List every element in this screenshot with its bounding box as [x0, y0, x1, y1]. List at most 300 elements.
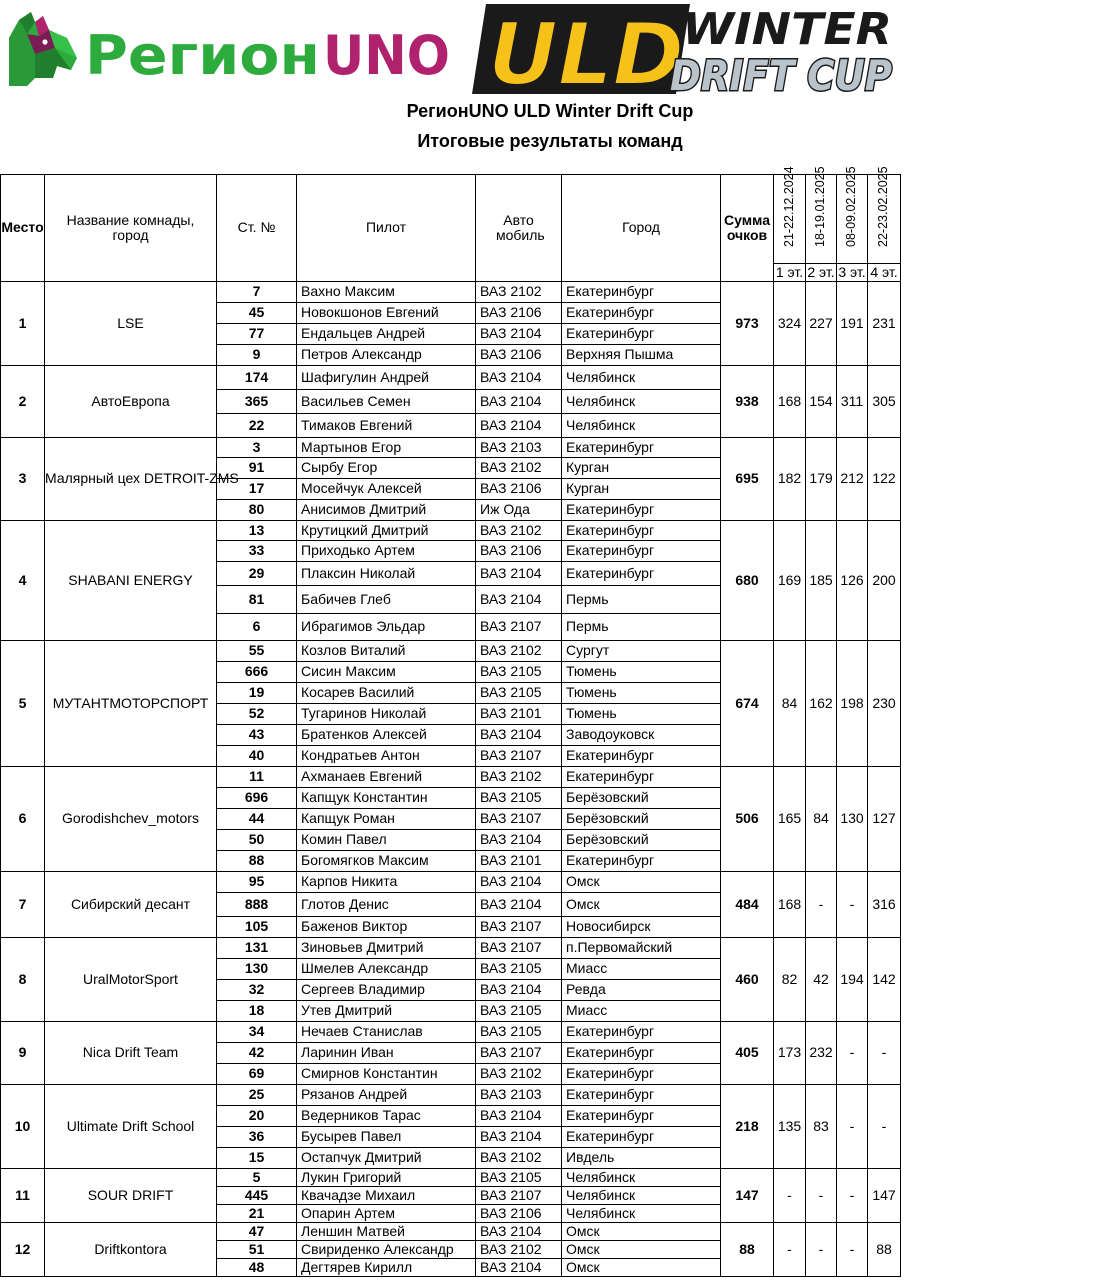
team-stage-3-points: 130	[837, 767, 868, 872]
driver-name: Опарин Артем	[297, 1205, 476, 1223]
driver-number: 445	[217, 1187, 297, 1205]
results-table	[0, 166, 901, 1277]
driver-number: 20	[217, 1106, 297, 1127]
driver-car: ВАЗ 2106	[476, 541, 562, 562]
driver-car: ВАЗ 2102	[476, 458, 562, 479]
table-header	[1, 166, 901, 282]
logo-left-text-part1: Регион	[85, 24, 320, 87]
driver-name: Бусырев Павел	[297, 1127, 476, 1148]
team-sum: 218	[721, 1085, 774, 1169]
column-header-number: Ст. №	[217, 175, 297, 282]
column-header-pilot: Пилот	[297, 175, 476, 282]
driver-name: Новокшонов Евгений	[297, 303, 476, 324]
driver-city: Курган	[562, 458, 721, 479]
driver-car: ВАЗ 2104	[476, 725, 562, 746]
driver-number: 130	[217, 959, 297, 980]
driver-car: ВАЗ 2102	[476, 1241, 562, 1259]
team-stage-2-points: 154	[806, 366, 837, 438]
driver-number: 7	[217, 282, 297, 303]
driver-city: Екатеринбург	[562, 1043, 721, 1064]
driver-name: Братенков Алексей	[297, 725, 476, 746]
driver-number: 11	[217, 767, 297, 788]
driver-city: Сургут	[562, 641, 721, 662]
driver-city: Екатеринбург	[562, 521, 721, 541]
team-name: UralMotorSport	[45, 938, 217, 1022]
driver-name: Шафигулин Андрей	[297, 366, 476, 390]
driver-city: Екатеринбург	[562, 767, 721, 788]
driver-car: ВАЗ 2107	[476, 746, 562, 767]
team-place: 4	[1, 521, 45, 641]
driver-city: п.Первомайский	[562, 938, 721, 959]
team-stage-3-points: 311	[837, 366, 868, 438]
driver-car: ВАЗ 2107	[476, 1187, 562, 1205]
driver-name: Плаксин Николай	[297, 562, 476, 586]
driver-city: Екатеринбург	[562, 282, 721, 303]
column-header-city: Город	[562, 175, 721, 282]
date-2-label: 18-19.01.2025	[813, 166, 828, 248]
uld-winter-drift-cup-logo	[470, 0, 898, 105]
team-stage-3-points: -	[837, 1169, 868, 1223]
driver-city: Заводоуковск	[562, 725, 721, 746]
team-stage-1-points: 168	[774, 872, 806, 938]
driver-city: Новосибирск	[562, 917, 721, 938]
driver-city: Пермь	[562, 614, 721, 641]
driver-car: ВАЗ 2106	[476, 345, 562, 366]
team-stage-2-points: 84	[806, 767, 837, 872]
column-header-date-2	[806, 166, 837, 264]
table-body	[1, 282, 901, 1277]
driver-number: 105	[217, 917, 297, 938]
driver-city: Верхняя Пышма	[562, 345, 721, 366]
team-stage-4-points: 230	[868, 641, 901, 767]
driver-car: ВАЗ 2102	[476, 521, 562, 541]
table-row	[1, 938, 901, 959]
driver-city: Омск	[562, 1259, 721, 1277]
column-header-place: Место	[1, 175, 45, 282]
team-name: Driftkontora	[45, 1223, 217, 1277]
column-header-team: Название комнады, город	[45, 175, 217, 282]
driver-number: 95	[217, 872, 297, 893]
driver-name: Квачадзе Михаил	[297, 1187, 476, 1205]
driver-number: 15	[217, 1148, 297, 1169]
driver-name: Крутицкий Дмитрий	[297, 521, 476, 541]
driver-number: 47	[217, 1223, 297, 1241]
driver-number: 69	[217, 1064, 297, 1085]
driver-car: ВАЗ 2104	[476, 414, 562, 438]
driver-number: 365	[217, 390, 297, 414]
driver-car: ВАЗ 2105	[476, 1022, 562, 1043]
driver-number: 91	[217, 458, 297, 479]
team-stage-4-points: 316	[868, 872, 901, 938]
team-stage-1-points: 165	[774, 767, 806, 872]
team-stage-2-points: 227	[806, 282, 837, 366]
driver-car: ВАЗ 2104	[476, 893, 562, 917]
driver-name: Богомягков Максим	[297, 851, 476, 872]
team-name: LSE	[45, 282, 217, 366]
driver-car: ВАЗ 2104	[476, 1106, 562, 1127]
driver-number: 77	[217, 324, 297, 345]
driver-number: 48	[217, 1259, 297, 1277]
driver-city: Берёзовский	[562, 809, 721, 830]
driver-name: Сисин Максим	[297, 662, 476, 683]
driver-name: Леншин Матвей	[297, 1223, 476, 1241]
driver-name: Капщук Константин	[297, 788, 476, 809]
team-place: 5	[1, 641, 45, 767]
table-row	[1, 366, 901, 390]
date-1-label: 21-22.12.2024	[781, 166, 796, 248]
driver-number: 81	[217, 586, 297, 614]
driver-car: ВАЗ 2105	[476, 662, 562, 683]
team-stage-2-points: -	[806, 872, 837, 938]
driver-name: Мартынов Егор	[297, 438, 476, 458]
driver-city: Екатеринбург	[562, 324, 721, 345]
team-name: Nica Drift Team	[45, 1022, 217, 1085]
team-name: SHABANI ENERGY	[45, 521, 217, 641]
driver-car: ВАЗ 2101	[476, 851, 562, 872]
driver-car: ВАЗ 2104	[476, 324, 562, 345]
driver-car: ВАЗ 2104	[476, 366, 562, 390]
driver-name: Бабичев Глеб	[297, 586, 476, 614]
driver-car: ВАЗ 2107	[476, 614, 562, 641]
driver-city: Екатеринбург	[562, 1064, 721, 1085]
driver-number: 13	[217, 521, 297, 541]
driver-name: Ибрагимов Эльдар	[297, 614, 476, 641]
table-row	[1, 1022, 901, 1043]
team-sum: 147	[721, 1169, 774, 1223]
driver-city: Екатеринбург	[562, 562, 721, 586]
driver-name: Карпов Никита	[297, 872, 476, 893]
driver-city: Екатеринбург	[562, 851, 721, 872]
team-stage-4-points: 305	[868, 366, 901, 438]
driver-city: Омск	[562, 1223, 721, 1241]
team-sum: 484	[721, 872, 774, 938]
driver-number: 21	[217, 1205, 297, 1223]
logo-uld-text: ULD	[488, 5, 684, 105]
driver-name: Ендальцев Андрей	[297, 324, 476, 345]
driver-number: 40	[217, 746, 297, 767]
driver-name: Рязанов Андрей	[297, 1085, 476, 1106]
driver-car: ВАЗ 2107	[476, 938, 562, 959]
driver-city: Курган	[562, 479, 721, 500]
team-stage-3-points: 194	[837, 938, 868, 1022]
driver-name: Ведерников Тарас	[297, 1106, 476, 1127]
driver-city: Екатеринбург	[562, 500, 721, 521]
driver-name: Приходько Артем	[297, 541, 476, 562]
driver-car: ВАЗ 2104	[476, 1259, 562, 1277]
driver-name: Комин Павел	[297, 830, 476, 851]
driver-car: ВАЗ 2105	[476, 683, 562, 704]
wolf-head-icon	[9, 12, 77, 86]
team-place: 8	[1, 938, 45, 1022]
logo-winter-text: WINTER	[682, 4, 892, 55]
team-stage-1-points: 324	[774, 282, 806, 366]
column-header-sum: Сумма очков	[721, 175, 774, 282]
driver-city: Берёзовский	[562, 830, 721, 851]
driver-name: Остапчук Дмитрий	[297, 1148, 476, 1169]
driver-city: Миасс	[562, 1001, 721, 1022]
driver-car: ВАЗ 2104	[476, 390, 562, 414]
driver-number: 3	[217, 438, 297, 458]
driver-number: 34	[217, 1022, 297, 1043]
driver-city: Челябинск	[562, 414, 721, 438]
driver-number: 5	[217, 1169, 297, 1187]
team-stage-4-points: 231	[868, 282, 901, 366]
team-stage-1-points: 168	[774, 366, 806, 438]
team-stage-3-points: -	[837, 1022, 868, 1085]
driver-number: 696	[217, 788, 297, 809]
team-stage-2-points: 232	[806, 1022, 837, 1085]
table-row	[1, 282, 901, 303]
team-stage-1-points: 169	[774, 521, 806, 641]
team-stage-2-points: 83	[806, 1085, 837, 1169]
team-place: 6	[1, 767, 45, 872]
driver-number: 29	[217, 562, 297, 586]
driver-car: ВАЗ 2102	[476, 1064, 562, 1085]
driver-number: 36	[217, 1127, 297, 1148]
driver-car: ВАЗ 2102	[476, 1148, 562, 1169]
team-name: Ultimate Drift School	[45, 1085, 217, 1169]
driver-city: Екатеринбург	[562, 1085, 721, 1106]
team-stage-2-points: 179	[806, 438, 837, 521]
column-header-car: Авто мобиль	[476, 175, 562, 282]
driver-name: Тимаков Евгений	[297, 414, 476, 438]
driver-name: Глотов Денис	[297, 893, 476, 917]
team-stage-4-points: 142	[868, 938, 901, 1022]
column-header-date-4	[868, 166, 901, 264]
column-header-stage-1: 1 эт.	[774, 264, 806, 282]
team-stage-2-points: 185	[806, 521, 837, 641]
team-stage-3-points: 191	[837, 282, 868, 366]
column-header-stage-2: 2 эт.	[807, 263, 835, 280]
team-name: Малярный цех DETROIT-ZMS	[45, 438, 217, 521]
driver-name: Шмелев Александр	[297, 959, 476, 980]
team-stage-4-points: 147	[868, 1169, 901, 1223]
driver-city: Челябинск	[562, 1187, 721, 1205]
date-4-label: 22-23.02.2025	[876, 166, 891, 248]
team-stage-1-points: 135	[774, 1085, 806, 1169]
team-name: МУТАНТМОТОРСПОРТ	[45, 641, 217, 767]
driver-number: 666	[217, 662, 297, 683]
column-header-stage-3: 3 эт.	[838, 263, 866, 280]
driver-name: Баженов Виктор	[297, 917, 476, 938]
team-place: 3	[1, 438, 45, 521]
team-sum: 938	[721, 366, 774, 438]
driver-name: Васильев Семен	[297, 390, 476, 414]
team-name: SOUR DRIFT	[45, 1169, 217, 1223]
driver-city: Челябинск	[562, 390, 721, 414]
table-row	[1, 1169, 901, 1187]
team-stage-3-points: -	[837, 1223, 868, 1277]
team-stage-3-points: -	[837, 872, 868, 938]
driver-number: 88	[217, 851, 297, 872]
driver-city: Миасс	[562, 959, 721, 980]
driver-name: Петров Александр	[297, 345, 476, 366]
driver-car: ВАЗ 2103	[476, 1085, 562, 1106]
team-sum: 973	[721, 282, 774, 366]
driver-name: Капщук Роман	[297, 809, 476, 830]
table-row	[1, 641, 901, 662]
driver-car: ВАЗ 2104	[476, 1127, 562, 1148]
driver-number: 50	[217, 830, 297, 851]
team-stage-1-points: -	[774, 1169, 806, 1223]
team-sum: 506	[721, 767, 774, 872]
driver-car: ВАЗ 2102	[476, 282, 562, 303]
driver-city: Омск	[562, 893, 721, 917]
driver-city: Челябинск	[562, 1169, 721, 1187]
driver-car: ВАЗ 2104	[476, 980, 562, 1001]
driver-number: 888	[217, 893, 297, 917]
driver-number: 174	[217, 366, 297, 390]
driver-name: Тугаринов Николай	[297, 704, 476, 725]
team-sum: 680	[721, 521, 774, 641]
driver-number: 52	[217, 704, 297, 725]
team-stage-1-points: 84	[774, 641, 806, 767]
team-sum: 674	[721, 641, 774, 767]
driver-name: Лукин Григорий	[297, 1169, 476, 1187]
driver-car: ВАЗ 2106	[476, 303, 562, 324]
driver-number: 25	[217, 1085, 297, 1106]
driver-city: Ивдель	[562, 1148, 721, 1169]
driver-number: 9	[217, 345, 297, 366]
team-stage-4-points: 122	[868, 438, 901, 521]
team-stage-4-points: 127	[868, 767, 901, 872]
team-stage-2-points: 42	[806, 938, 837, 1022]
driver-city: Екатеринбург	[562, 303, 721, 324]
team-sum: 88	[721, 1223, 774, 1277]
driver-name: Вахно Максим	[297, 282, 476, 303]
team-stage-1-points: 82	[774, 938, 806, 1022]
team-name: Gorodishchev_motors	[45, 767, 217, 872]
driver-name: Зиновьев Дмитрий	[297, 938, 476, 959]
team-stage-2-points: 162	[806, 641, 837, 767]
column-header-date-1	[774, 166, 806, 264]
page-header	[0, 0, 900, 175]
driver-car: ВАЗ 2102	[476, 641, 562, 662]
team-stage-4-points: -	[868, 1022, 901, 1085]
driver-car: ВАЗ 2103	[476, 438, 562, 458]
logo-left-text-part2: UNO	[323, 24, 450, 87]
driver-city: Челябинск	[562, 1205, 721, 1223]
team-sum: 405	[721, 1022, 774, 1085]
driver-city: Екатеринбург	[562, 746, 721, 767]
team-stage-1-points: -	[774, 1223, 806, 1277]
team-stage-2-points: -	[806, 1223, 837, 1277]
driver-name: Ахманаев Евгений	[297, 767, 476, 788]
team-place: 2	[1, 366, 45, 438]
driver-car: ВАЗ 2104	[476, 586, 562, 614]
logo-drift-cup-text: DRIFT CUP	[670, 51, 893, 100]
table-row	[1, 872, 901, 893]
team-stage-3-points: 198	[837, 641, 868, 767]
driver-name: Дегтярев Кирилл	[297, 1259, 476, 1277]
date-3-label: 08-09.02.2025	[844, 166, 859, 248]
driver-car: ВАЗ 2104	[476, 562, 562, 586]
page-subtitle: Итоговые результаты команд	[417, 131, 683, 151]
team-place: 11	[1, 1169, 45, 1223]
driver-name: Козлов Виталий	[297, 641, 476, 662]
team-stage-3-points: 212	[837, 438, 868, 521]
team-stage-3-points: 126	[837, 521, 868, 641]
driver-number: 55	[217, 641, 297, 662]
driver-city: Челябинск	[562, 366, 721, 390]
driver-name: Ларинин Иван	[297, 1043, 476, 1064]
driver-number: 19	[217, 683, 297, 704]
driver-car: ВАЗ 2107	[476, 1043, 562, 1064]
driver-number: 42	[217, 1043, 297, 1064]
driver-city: Омск	[562, 1241, 721, 1259]
team-stage-1-points: 182	[774, 438, 806, 521]
driver-number: 80	[217, 500, 297, 521]
driver-car: ВАЗ 2102	[476, 767, 562, 788]
driver-number: 32	[217, 980, 297, 1001]
driver-number: 44	[217, 809, 297, 830]
driver-name: Утев Дмитрий	[297, 1001, 476, 1022]
driver-car: ВАЗ 2107	[476, 809, 562, 830]
team-stage-4-points: -	[868, 1085, 901, 1169]
team-sum: 695	[721, 438, 774, 521]
team-stage-4-points: 200	[868, 521, 901, 641]
team-sum: 460	[721, 938, 774, 1022]
driver-car: ВАЗ 2104	[476, 830, 562, 851]
driver-name: Сырбу Егор	[297, 458, 476, 479]
driver-number: 6	[217, 614, 297, 641]
driver-name: Нечаев Станислав	[297, 1022, 476, 1043]
driver-city: Берёзовский	[562, 788, 721, 809]
driver-city: Тюмень	[562, 683, 721, 704]
table-row	[1, 521, 901, 541]
driver-car: ВАЗ 2105	[476, 959, 562, 980]
table-row	[1, 1223, 901, 1241]
driver-car: ВАЗ 2101	[476, 704, 562, 725]
driver-city: Ревда	[562, 980, 721, 1001]
page-title: РегионUNO ULD Winter Drift Cup	[406, 101, 694, 121]
driver-name: Сергеев Владимир	[297, 980, 476, 1001]
driver-city: Екатеринбург	[562, 1127, 721, 1148]
table-row	[1, 1085, 901, 1106]
column-header-date-3	[837, 166, 868, 264]
driver-car: ВАЗ 2105	[476, 1169, 562, 1187]
driver-car: ВАЗ 2104	[476, 1223, 562, 1241]
driver-name: Анисимов Дмитрий	[297, 500, 476, 521]
driver-city: Тюмень	[562, 704, 721, 725]
team-place: 7	[1, 872, 45, 938]
driver-city: Омск	[562, 872, 721, 893]
column-header-stage-4: 4 эт.	[868, 264, 901, 282]
driver-number: 18	[217, 1001, 297, 1022]
team-stage-4-points: 88	[868, 1223, 901, 1277]
driver-city: Тюмень	[562, 662, 721, 683]
driver-name: Косарев Василий	[297, 683, 476, 704]
driver-car: ВАЗ 2105	[476, 1001, 562, 1022]
driver-car: ВАЗ 2104	[476, 872, 562, 893]
team-place: 1	[1, 282, 45, 366]
driver-name: Кондратьев Антон	[297, 746, 476, 767]
driver-number: 131	[217, 938, 297, 959]
driver-number: 45	[217, 303, 297, 324]
driver-number: 43	[217, 725, 297, 746]
table-row	[1, 767, 901, 788]
driver-name: Смирнов Константин	[297, 1064, 476, 1085]
driver-number: 51	[217, 1241, 297, 1259]
driver-car: Иж Ода	[476, 500, 562, 521]
team-stage-3-points: -	[837, 1085, 868, 1169]
team-place: 9	[1, 1022, 45, 1085]
table-row	[1, 438, 901, 458]
team-name: Сибирский десант	[45, 872, 217, 938]
team-stage-2-points: -	[806, 1169, 837, 1223]
driver-city: Пермь	[562, 586, 721, 614]
driver-name: Мосейчук Алексей	[297, 479, 476, 500]
